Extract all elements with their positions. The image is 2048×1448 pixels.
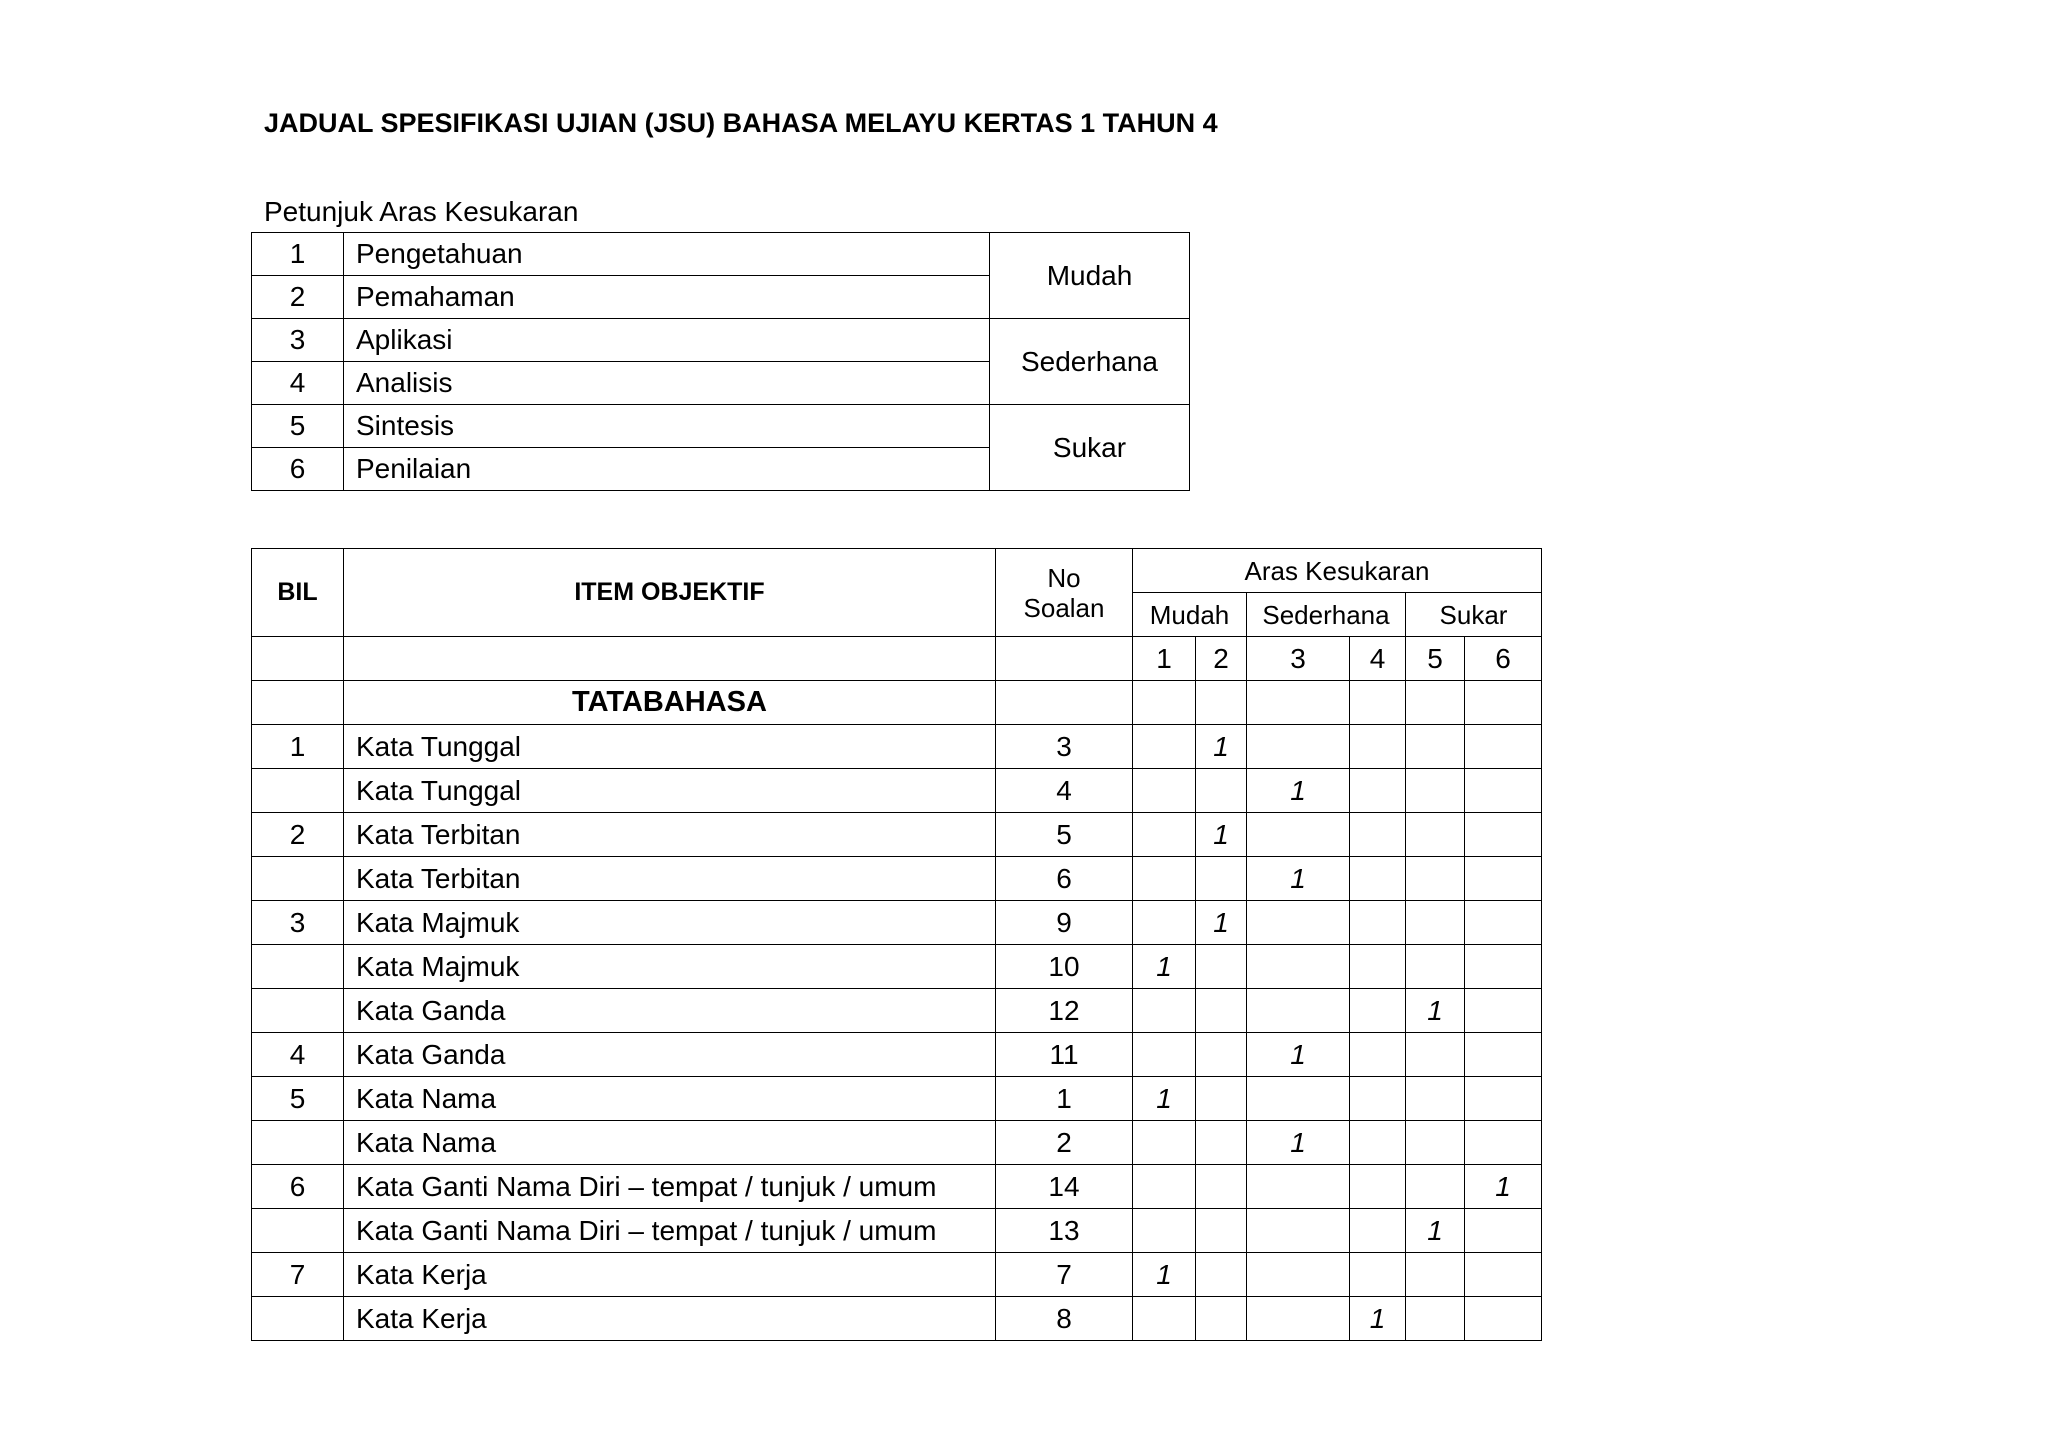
header-item-objektif: ITEM OBJEKTIF (344, 549, 996, 637)
empty-cell (996, 681, 1133, 725)
item-cell: Kata Majmuk (344, 901, 996, 945)
empty-cell (1133, 681, 1196, 725)
empty-cell (1465, 1121, 1542, 1165)
level-number: 1 (1133, 637, 1196, 681)
level-mark: 1 (1196, 725, 1247, 769)
empty-cell (1133, 1121, 1196, 1165)
empty-cell (1196, 1033, 1247, 1077)
legend-label: Pemahaman (344, 276, 990, 319)
empty-cell (1465, 813, 1542, 857)
empty-cell (996, 637, 1133, 681)
level-number: 3 (1247, 637, 1350, 681)
header-bil: BIL (252, 549, 344, 637)
bil-cell: 1 (252, 725, 344, 769)
question-number-cell: 11 (996, 1033, 1133, 1077)
item-cell: Kata Nama (344, 1121, 996, 1165)
empty-cell (1196, 945, 1247, 989)
empty-cell (1350, 1165, 1406, 1209)
empty-cell (1465, 901, 1542, 945)
empty-cell (1247, 945, 1350, 989)
empty-cell (1133, 769, 1196, 813)
item-cell: Kata Kerja (344, 1253, 996, 1297)
question-number-cell: 13 (996, 1209, 1133, 1253)
empty-cell (1406, 725, 1465, 769)
empty-cell (1465, 1297, 1542, 1341)
level-mark: 1 (1465, 1165, 1542, 1209)
header-mudah: Mudah (1133, 593, 1247, 637)
bil-cell (252, 1209, 344, 1253)
legend-number: 2 (252, 276, 344, 319)
level-mark: 1 (1247, 769, 1350, 813)
question-number-cell: 8 (996, 1297, 1133, 1341)
bil-cell: 4 (252, 1033, 344, 1077)
level-mark: 1 (1196, 901, 1247, 945)
level-mark: 1 (1196, 813, 1247, 857)
item-cell: Kata Ganti Nama Diri – tempat / tunjuk / umum (344, 1165, 996, 1209)
header-row-numbers (252, 637, 1542, 681)
item-cell: Kata Ganda (344, 989, 996, 1033)
item-cell: Kata Terbitan (344, 857, 996, 901)
legend-level-sederhana: Sederhana (990, 319, 1190, 405)
empty-cell (1350, 681, 1406, 725)
legend-label: Analisis (344, 362, 990, 405)
empty-cell (1247, 681, 1350, 725)
level-number: 5 (1406, 637, 1465, 681)
bil-cell: 3 (252, 901, 344, 945)
header-sederhana: Sederhana (1247, 593, 1406, 637)
level-mark: 1 (1133, 945, 1196, 989)
table-row (252, 813, 1542, 857)
section-row (252, 681, 1542, 725)
item-cell: Kata Tunggal (344, 769, 996, 813)
document-title: JADUAL SPESIFIKASI UJIAN (JSU) BAHASA MELAYU KERTAS 1 TAHUN 4 (264, 108, 1218, 138)
jsu-table (251, 548, 1542, 1341)
item-cell: Kata Ganti Nama Diri – tempat / tunjuk / umum (344, 1209, 996, 1253)
empty-cell (1465, 1253, 1542, 1297)
header-no-line1: No (1047, 562, 1081, 593)
empty-cell (1350, 901, 1406, 945)
question-number-cell: 7 (996, 1253, 1133, 1297)
empty-cell (1247, 1209, 1350, 1253)
empty-cell (1406, 901, 1465, 945)
level-mark: 1 (1133, 1077, 1196, 1121)
level-mark: 1 (1406, 1209, 1465, 1253)
question-number-cell: 9 (996, 901, 1133, 945)
empty-cell (1133, 725, 1196, 769)
empty-cell (1247, 1077, 1350, 1121)
question-number-cell: 4 (996, 769, 1133, 813)
empty-cell (1465, 725, 1542, 769)
legend-level-sukar: Sukar (990, 405, 1190, 491)
legend-label: Aplikasi (344, 319, 990, 362)
level-number: 2 (1196, 637, 1247, 681)
bil-cell (252, 769, 344, 813)
section-title: TATABAHASA (344, 681, 996, 725)
bil-cell: 6 (252, 1165, 344, 1209)
empty-cell (1465, 769, 1542, 813)
legend-row (252, 405, 1190, 448)
empty-cell (1350, 725, 1406, 769)
item-cell: Kata Kerja (344, 1297, 996, 1341)
legend-number: 6 (252, 448, 344, 491)
legend-label: Pengetahuan (344, 233, 990, 276)
empty-cell (1133, 901, 1196, 945)
item-cell: Kata Tunggal (344, 725, 996, 769)
empty-cell (1465, 1209, 1542, 1253)
empty-cell (1247, 1297, 1350, 1341)
empty-cell (1350, 989, 1406, 1033)
legend-number: 5 (252, 405, 344, 448)
table-row (252, 769, 1542, 813)
level-number: 6 (1465, 637, 1542, 681)
empty-cell (1350, 1077, 1406, 1121)
empty-cell (1350, 769, 1406, 813)
bil-cell (252, 1297, 344, 1341)
empty-cell (1196, 1121, 1247, 1165)
table-row (252, 857, 1542, 901)
header-no-soalan (996, 549, 1133, 637)
empty-cell (1247, 1253, 1350, 1297)
table-row (252, 945, 1542, 989)
empty-cell (1406, 1165, 1465, 1209)
bil-cell: 7 (252, 1253, 344, 1297)
table-row (252, 1165, 1542, 1209)
question-number-cell: 2 (996, 1121, 1133, 1165)
empty-cell (1406, 857, 1465, 901)
legend-number: 1 (252, 233, 344, 276)
question-number-cell: 1 (996, 1077, 1133, 1121)
empty-cell (1133, 813, 1196, 857)
empty-cell (1406, 1033, 1465, 1077)
header-row (252, 549, 1542, 593)
legend-row (252, 233, 1190, 276)
empty-cell (1350, 857, 1406, 901)
empty-cell (1247, 813, 1350, 857)
empty-cell (1133, 1033, 1196, 1077)
level-mark: 1 (1247, 1121, 1350, 1165)
empty-cell (1406, 1077, 1465, 1121)
empty-cell (252, 681, 344, 725)
empty-cell (1465, 989, 1542, 1033)
empty-cell (1465, 1033, 1542, 1077)
empty-cell (1133, 1165, 1196, 1209)
empty-cell (1406, 681, 1465, 725)
empty-cell (1247, 725, 1350, 769)
empty-cell (1133, 1297, 1196, 1341)
empty-cell (1196, 989, 1247, 1033)
table-row (252, 1253, 1542, 1297)
bil-cell (252, 1121, 344, 1165)
legend-number: 4 (252, 362, 344, 405)
table-row (252, 901, 1542, 945)
item-cell: Kata Ganda (344, 1033, 996, 1077)
table-row (252, 1209, 1542, 1253)
level-mark: 1 (1133, 1253, 1196, 1297)
question-number-cell: 12 (996, 989, 1133, 1033)
header-no-line2: Soalan (1023, 592, 1105, 623)
bil-cell: 5 (252, 1077, 344, 1121)
bil-cell (252, 989, 344, 1033)
empty-cell (1247, 901, 1350, 945)
table-row (252, 1033, 1542, 1077)
empty-cell (1350, 1033, 1406, 1077)
question-number-cell: 10 (996, 945, 1133, 989)
empty-cell (344, 637, 996, 681)
empty-cell (1350, 1121, 1406, 1165)
legend-level-mudah: Mudah (990, 233, 1190, 319)
level-number: 4 (1350, 637, 1406, 681)
item-cell: Kata Terbitan (344, 813, 996, 857)
legend-label: Sintesis (344, 405, 990, 448)
empty-cell (1350, 1253, 1406, 1297)
empty-cell (1350, 1209, 1406, 1253)
empty-cell (1350, 813, 1406, 857)
level-mark: 1 (1247, 857, 1350, 901)
empty-cell (1133, 1209, 1196, 1253)
empty-cell (1196, 769, 1247, 813)
level-mark: 1 (1350, 1297, 1406, 1341)
empty-cell (1196, 681, 1247, 725)
legend-number: 3 (252, 319, 344, 362)
bil-cell: 2 (252, 813, 344, 857)
empty-cell (1247, 989, 1350, 1033)
empty-cell (1406, 813, 1465, 857)
difficulty-legend-table (251, 232, 1190, 491)
question-number-cell: 14 (996, 1165, 1133, 1209)
bil-cell (252, 857, 344, 901)
legend-caption: Petunjuk Aras Kesukaran (264, 196, 579, 227)
empty-cell (1350, 945, 1406, 989)
empty-cell (1133, 857, 1196, 901)
question-number-cell: 3 (996, 725, 1133, 769)
table-row (252, 1121, 1542, 1165)
level-mark: 1 (1406, 989, 1465, 1033)
bil-cell (252, 945, 344, 989)
table-row (252, 1077, 1542, 1121)
empty-cell (1406, 1297, 1465, 1341)
empty-cell (1465, 945, 1542, 989)
level-mark: 1 (1247, 1033, 1350, 1077)
header-sukar: Sukar (1406, 593, 1542, 637)
empty-cell (1465, 681, 1542, 725)
question-number-cell: 6 (996, 857, 1133, 901)
table-row (252, 989, 1542, 1033)
item-cell: Kata Nama (344, 1077, 996, 1121)
question-number-cell: 5 (996, 813, 1133, 857)
empty-cell (1196, 857, 1247, 901)
legend-label: Penilaian (344, 448, 990, 491)
table-row (252, 1297, 1542, 1341)
table-row (252, 725, 1542, 769)
empty-cell (1196, 1253, 1247, 1297)
empty-cell (1196, 1297, 1247, 1341)
legend-row (252, 319, 1190, 362)
empty-cell (1133, 989, 1196, 1033)
empty-cell (1196, 1077, 1247, 1121)
empty-cell (1406, 1121, 1465, 1165)
empty-cell (1465, 857, 1542, 901)
header-aras-kesukaran: Aras Kesukaran (1133, 549, 1542, 593)
empty-cell (252, 637, 344, 681)
empty-cell (1406, 1253, 1465, 1297)
item-cell: Kata Majmuk (344, 945, 996, 989)
empty-cell (1406, 769, 1465, 813)
empty-cell (1406, 945, 1465, 989)
empty-cell (1247, 1165, 1350, 1209)
empty-cell (1196, 1209, 1247, 1253)
empty-cell (1465, 1077, 1542, 1121)
empty-cell (1196, 1165, 1247, 1209)
